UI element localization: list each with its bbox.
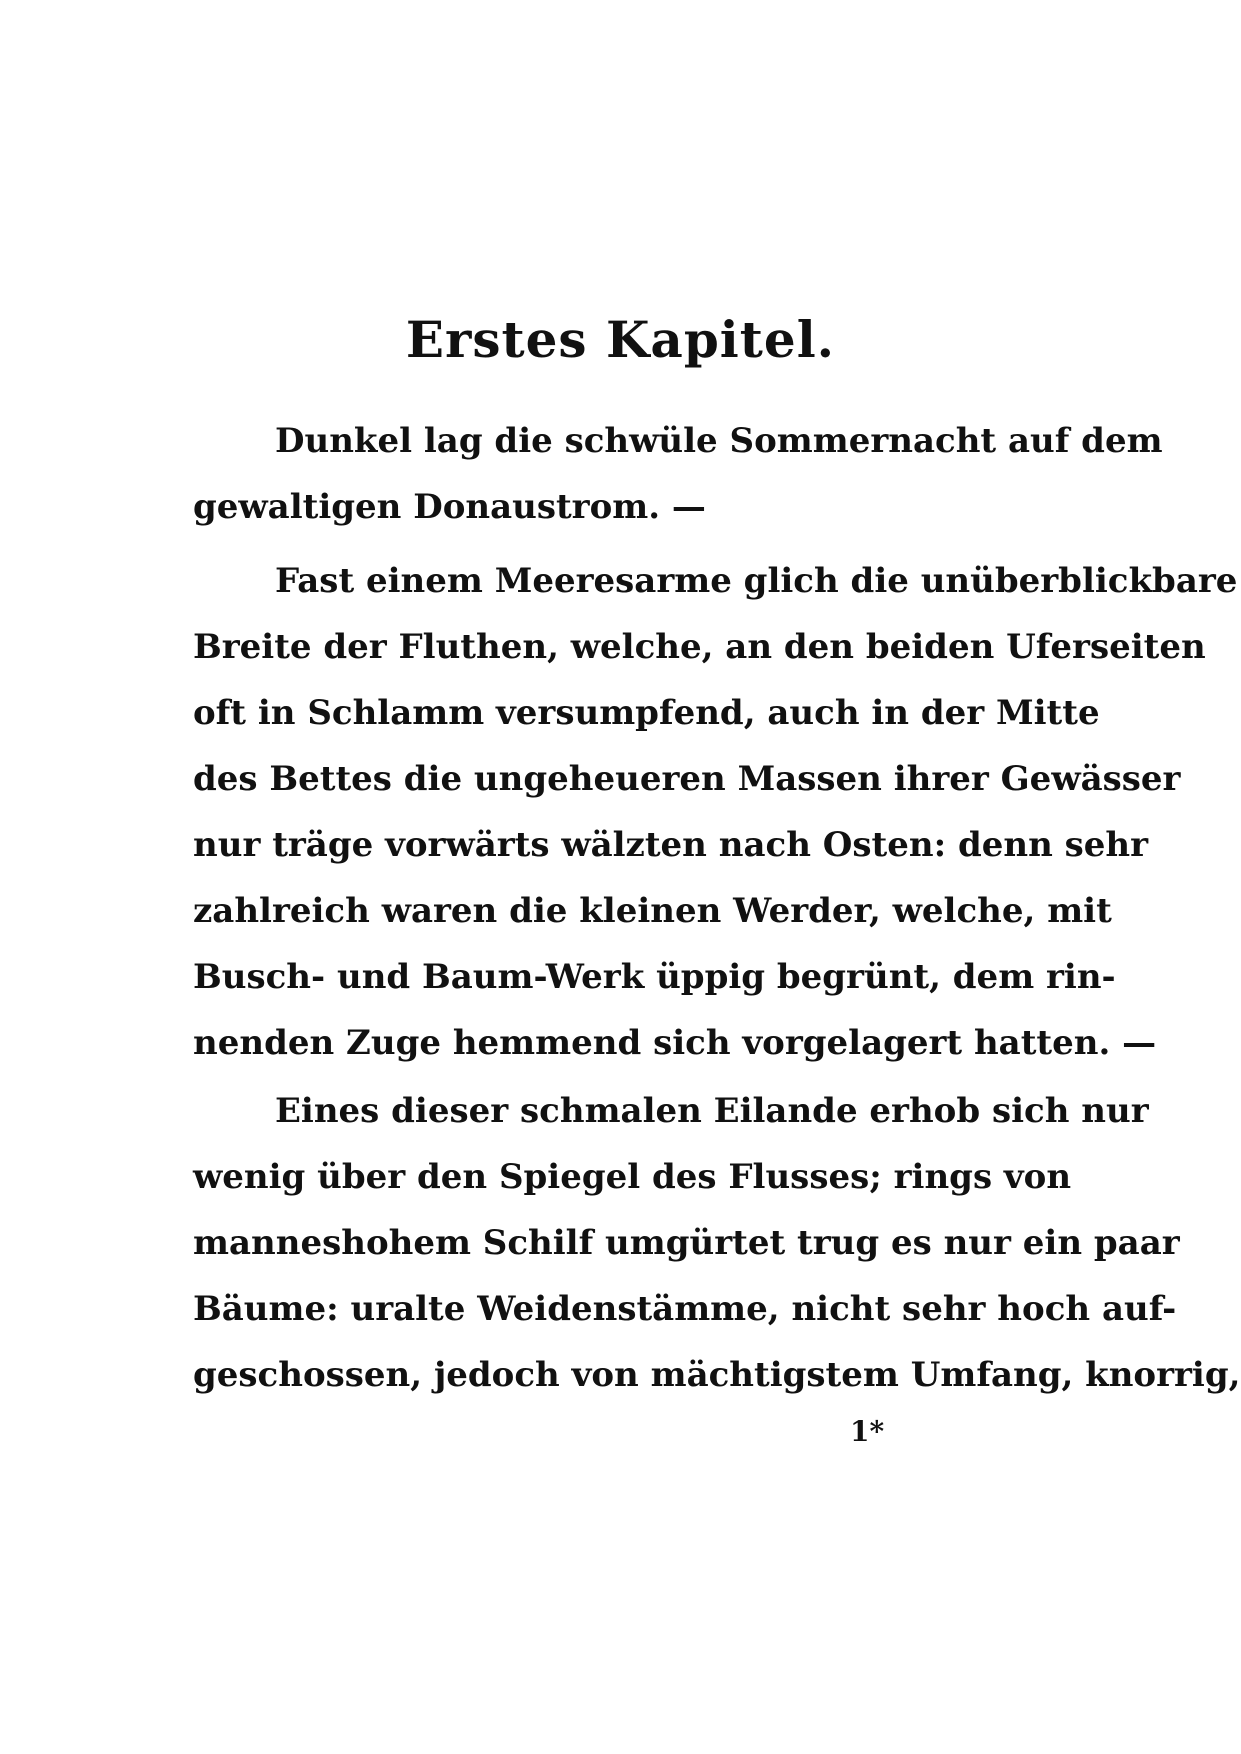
text-line: Dunkel lag die schwüle Sommernacht auf dem bbox=[275, 421, 1163, 461]
text-line: Breite der Fluthen, welche, an den beiden Uferseiten bbox=[193, 627, 1206, 667]
text-line: des Bettes die ungeheueren Massen ihrer Gewässer bbox=[193, 759, 1181, 799]
text-line: oft in Schlamm versumpfend, auch in der Mitte bbox=[193, 693, 1100, 733]
text-line: zahlreich waren die kleinen Werder, welche, mit bbox=[193, 891, 1112, 931]
text-line: Eines dieser schmalen Eilande erhob sich nur bbox=[275, 1091, 1149, 1131]
chapter-title: Erstes Kapitel. bbox=[405, 310, 836, 369]
page-number: 1* bbox=[850, 1415, 885, 1448]
text-line: Busch- und Baum-Werk üppig begrünt, dem rin- bbox=[193, 957, 1116, 997]
text-line: manneshohem Schilf umgürtet trug es nur ein paar bbox=[193, 1223, 1180, 1263]
text-line: wenig über den Spiegel des Flusses; rings von bbox=[193, 1157, 1072, 1197]
text-line: Fast einem Meeresarme glich die unüberblickbare bbox=[275, 561, 1238, 601]
text-line: gewaltigen Donaustrom. — bbox=[193, 487, 706, 527]
text-line: nur träge vorwärts wälzten nach Osten: denn sehr bbox=[193, 825, 1149, 865]
text-line: Bäume: uralte Weidenstämme, nicht sehr hoch auf- bbox=[193, 1289, 1177, 1329]
text-line: geschossen, jedoch von mächtigstem Umfang, knorrig, bbox=[193, 1355, 1241, 1395]
text-line: nenden Zuge hemmend sich vorgelagert hatten. — bbox=[193, 1023, 1157, 1063]
